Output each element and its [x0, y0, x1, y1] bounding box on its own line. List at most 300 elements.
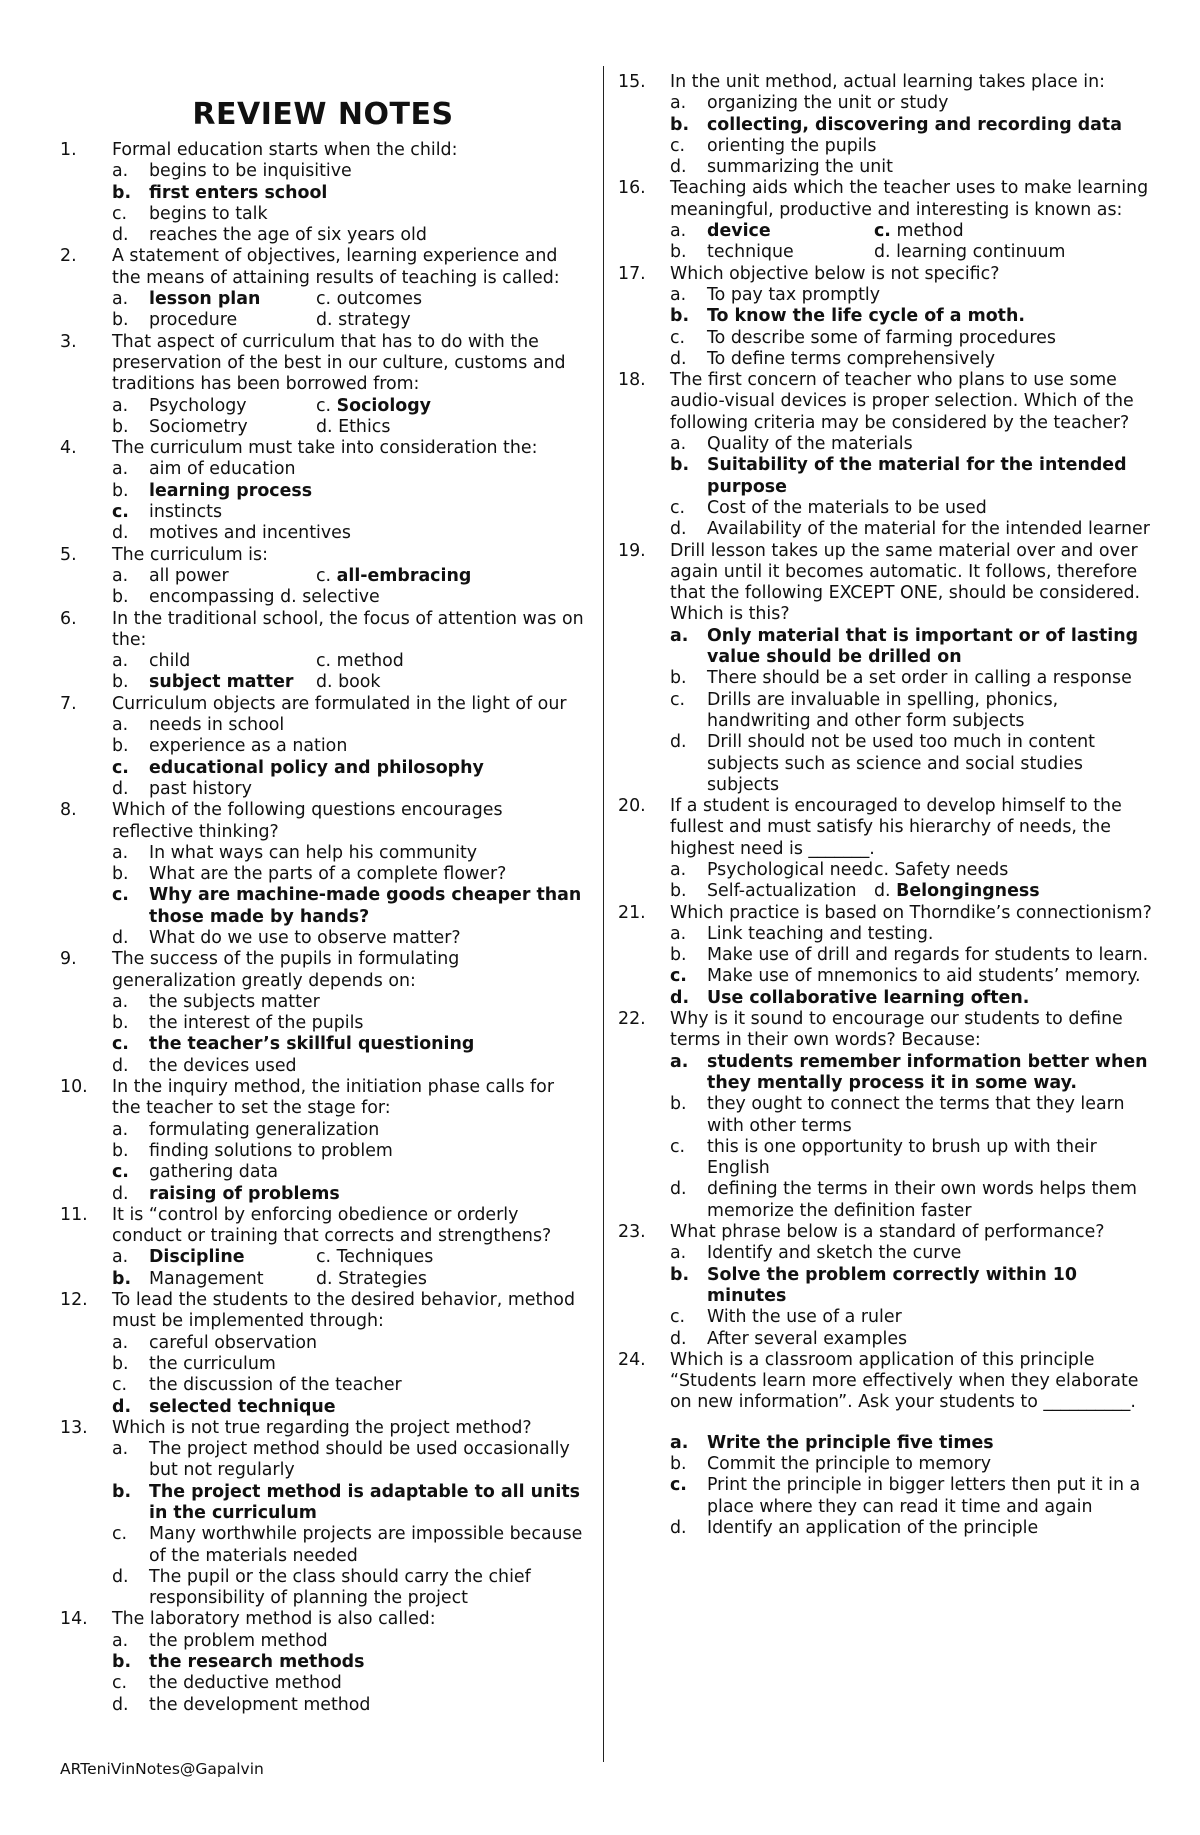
answer-option [112, 1631, 586, 1652]
option-text: the devices used [149, 1055, 297, 1076]
question-text: A statement of objectives, learning experience and the means of attaining results of teaching is called: [112, 246, 560, 288]
options-list [112, 161, 586, 246]
option-text: strategy [338, 310, 411, 331]
option-letter: d. [316, 672, 333, 693]
option-letter: c. [670, 689, 686, 710]
answer-option [670, 242, 874, 263]
options-list [112, 715, 586, 800]
answer-option [874, 221, 1158, 242]
answer-option [670, 1329, 1158, 1350]
answer-option [112, 1482, 586, 1525]
answer-option [112, 289, 316, 310]
option-text: To know the life cycle of a moth. [707, 306, 1025, 327]
answer-option [670, 136, 1158, 157]
answer-option [316, 1269, 586, 1290]
option-text: subject matter [149, 672, 294, 693]
question-item [618, 178, 1158, 263]
option-text: they ought to connect the terms that they learn with other terms [707, 1094, 1125, 1136]
options-list [112, 289, 586, 332]
answer-option [112, 1269, 316, 1290]
question-number: 22. [618, 1009, 646, 1030]
option-letter: d. [670, 732, 687, 753]
option-letter: c. [316, 1247, 332, 1268]
question-number: 24. [618, 1349, 646, 1370]
answer-option [112, 992, 586, 1013]
answer-option [316, 672, 586, 693]
option-text: Identify an application of the principle [707, 1517, 1039, 1538]
question-text: Which is not true regarding the project method? [112, 1417, 532, 1438]
option-letter: b. [112, 1353, 129, 1374]
option-text: the development method [149, 1694, 371, 1715]
option-text: outcomes [336, 289, 423, 310]
answer-option [670, 626, 1158, 669]
option-letter: a. [112, 1119, 129, 1140]
option-letter: b. [670, 881, 687, 902]
options-list [112, 1120, 586, 1205]
question-item [60, 1290, 586, 1418]
answer-option [670, 93, 1158, 114]
question-number: 8. [60, 800, 77, 821]
question-item [618, 1222, 1158, 1350]
option-letter: a. [670, 1243, 687, 1264]
option-text: Only material that is important or of lasting value should be drilled on [707, 625, 1139, 668]
options-list [112, 396, 586, 439]
option-text: Management [149, 1268, 264, 1289]
question-number: 12. [60, 1290, 88, 1311]
option-text: the problem method [149, 1630, 328, 1651]
question-number: 11. [60, 1204, 88, 1225]
question-item [60, 438, 586, 544]
option-text: finding solutions to problem [149, 1140, 393, 1161]
question-text: The curriculum is: [112, 544, 268, 565]
question-item [60, 332, 586, 438]
question-text: That aspect of curriculum that has to do with the preservation of the best in our culture, customs and traditions has been borrowed from: [112, 331, 566, 395]
options-list [670, 221, 1158, 264]
options-list [670, 1052, 1158, 1222]
answer-option [112, 1439, 586, 1482]
answer-option [112, 1333, 586, 1354]
answer-option [670, 1052, 1158, 1095]
option-text: orienting the pupils [707, 135, 877, 156]
option-text: encompassing d. selective [149, 587, 380, 608]
option-text: past history [149, 778, 252, 799]
option-letter: c. [670, 327, 686, 348]
column-divider [603, 66, 604, 1762]
answer-option [670, 498, 1158, 519]
question-number: 18. [618, 370, 646, 391]
answer-option [112, 1141, 586, 1162]
option-text: The pupil or the class should carry the chief responsibility of planning the project [149, 1566, 531, 1609]
question-text: To lead the students to the desired behavior, method must be implemented through: [112, 1290, 575, 1332]
question-item [60, 1077, 586, 1205]
question-number: 19. [618, 540, 646, 561]
question-number: 7. [60, 693, 77, 714]
option-text: formulating generalization [149, 1119, 380, 1140]
option-letter: c. [316, 395, 332, 416]
option-text: device [707, 221, 771, 242]
option-text: learning continuum [896, 242, 1066, 263]
option-text: selected technique [149, 1396, 336, 1417]
option-letter: c. [112, 1524, 128, 1545]
option-letter: a. [112, 651, 129, 672]
option-text: To describe some of farming procedures [707, 327, 1056, 348]
question-text: If a student is encouraged to develop himself to the fullest and must satisfy his hierarchy of needs, the highest need is _______. [670, 796, 1122, 859]
option-letter: b. [670, 668, 687, 689]
question-text: What phrase below is a standard of performance? [670, 1222, 1105, 1243]
question-item [60, 949, 586, 1077]
question-item [60, 545, 586, 609]
answer-option [316, 289, 586, 310]
option-text: instincts [149, 502, 223, 523]
question-number: 5. [60, 544, 77, 565]
answer-option [670, 115, 1158, 136]
right-column [618, 72, 1158, 1539]
answer-option [670, 285, 1158, 306]
option-text: the teacher’s skillful questioning [149, 1034, 475, 1055]
option-letter: c. [316, 289, 332, 310]
option-text: procedure [149, 310, 238, 331]
option-letter: c. [670, 497, 686, 518]
question-item [60, 609, 586, 694]
option-letter: a. [670, 1432, 689, 1453]
option-letter: b. [112, 587, 129, 608]
option-letter: b. [112, 1268, 132, 1289]
answer-option [670, 1454, 1158, 1475]
option-letter: d. [874, 881, 891, 902]
question-number: 20. [618, 796, 646, 817]
answer-option [112, 310, 316, 331]
option-letter: b. [112, 1140, 129, 1161]
option-text: book [338, 672, 381, 693]
answer-option [316, 396, 586, 417]
question-number: 3. [60, 331, 77, 352]
answer-option [112, 1034, 586, 1055]
options-list [670, 93, 1158, 178]
option-text: Strategies [338, 1268, 427, 1289]
option-text: Drill should not be used too much in content subjects such as science and social studies subjects [707, 732, 1095, 795]
answer-option [670, 988, 1158, 1009]
answer-option [112, 1695, 586, 1716]
options-list [112, 651, 586, 694]
option-letter: d. [670, 1179, 687, 1200]
question-text: Formal education starts when the child: [112, 140, 458, 160]
option-text: students remember information better when they mentally process it in some way. [707, 1051, 1148, 1093]
question-number: 13. [60, 1417, 88, 1438]
option-letter: b. [112, 864, 129, 885]
answer-option [316, 310, 586, 331]
answer-option [112, 885, 586, 928]
option-text: To pay tax promptly [707, 284, 881, 305]
option-letter: b. [670, 114, 690, 135]
option-letter: d. [316, 1268, 333, 1289]
answer-option [112, 396, 316, 417]
option-letter: d. [670, 157, 687, 178]
answer-option [670, 1094, 1158, 1137]
question-item [60, 1205, 586, 1290]
answer-option [112, 758, 586, 779]
option-letter: c. [112, 502, 129, 523]
options-list [112, 1333, 586, 1418]
question-text: The curriculum must take into consideration the: [112, 438, 538, 459]
answer-option [670, 1137, 1158, 1180]
question-item [60, 246, 586, 331]
option-letter: b. [670, 945, 687, 966]
options-list [112, 1439, 586, 1609]
answer-option [670, 519, 1158, 540]
option-letter: b. [670, 242, 687, 263]
option-letter: b. [670, 1094, 687, 1115]
option-text: What are the parts of a complete flower? [149, 864, 507, 885]
option-letter: a. [670, 434, 687, 455]
option-text: What do we use to observe matter? [149, 927, 461, 948]
answer-option [670, 1307, 1158, 1328]
question-text: Which practice is based on Thorndike’s connectionism? [670, 902, 1152, 923]
answer-option [112, 736, 586, 757]
option-text: Safety needs [894, 859, 1009, 880]
option-letter: d. [670, 1517, 687, 1538]
option-text: all-embracing [336, 565, 472, 586]
option-text: Make use of mnemonics to aid students’ memory. [707, 966, 1141, 987]
option-text: needs in school [149, 715, 285, 736]
option-text: The project method should be used occasionally but not regularly [149, 1439, 570, 1481]
option-letter: d. [316, 416, 333, 437]
question-text: In the traditional school, the focus of attention was on the: [112, 608, 584, 650]
options-list [112, 992, 586, 1077]
option-text: Commit the principle to memory [707, 1454, 992, 1474]
option-text: Identify and sketch the curve [707, 1243, 962, 1264]
answer-option [112, 587, 586, 608]
question-list-right [618, 72, 1158, 1539]
option-letter: d. [670, 1328, 687, 1349]
answer-option [112, 843, 586, 864]
option-letter: c. [112, 757, 129, 778]
option-text: the deductive method [149, 1673, 342, 1694]
answer-option [112, 1524, 586, 1567]
answer-option [316, 1247, 586, 1268]
answer-option [112, 183, 586, 204]
answer-option [112, 1162, 586, 1183]
answer-option [112, 417, 316, 438]
option-text: educational policy and philosophy [149, 757, 484, 778]
option-text: collecting, discovering and recording data [707, 114, 1122, 135]
option-text: Sociology [336, 395, 432, 416]
option-text: Psychological need [707, 859, 874, 880]
option-text: Quality of the materials [707, 434, 913, 455]
question-text: The first concern of teacher who plans to use some audio-visual devices is proper selection. Which of the following criteria may be considered by the teacher? [670, 370, 1134, 433]
option-letter: d. [316, 310, 333, 331]
answer-option [112, 502, 586, 523]
answer-option [112, 1375, 586, 1396]
option-letter: d. [112, 778, 129, 799]
question-item [618, 264, 1158, 370]
option-letter: c. [874, 221, 891, 242]
answer-option [112, 523, 586, 544]
answer-option [112, 1184, 586, 1205]
question-number: 23. [618, 1222, 646, 1243]
option-text: child [149, 651, 191, 672]
question-text: Which is a classroom application of this principle “Students learn more effectively when they elaborate on new information”. Ask your students to __________. [670, 1349, 1139, 1413]
option-letter: a. [670, 859, 687, 880]
question-text: Which of the following questions encourages reflective thinking? [112, 800, 503, 842]
question-text: Why is it sound to encourage our students to define terms in their own words? Because: [670, 1009, 1123, 1051]
answer-option [112, 864, 586, 885]
question-item [60, 694, 586, 800]
question-item [60, 800, 586, 949]
option-text: this is one opportunity to brush up with their English [707, 1136, 1097, 1179]
option-letter: b. [112, 1013, 129, 1034]
option-text: the research methods [149, 1652, 365, 1673]
option-letter: b. [670, 1454, 687, 1474]
answer-option [112, 1673, 586, 1694]
option-letter: d. [112, 1055, 129, 1076]
answer-option [874, 881, 1158, 902]
options-list [112, 1631, 586, 1716]
option-letter: d. [670, 987, 690, 1008]
options-list [112, 459, 586, 544]
answer-option [112, 928, 586, 949]
question-text: In the inquiry method, the initiation phase calls for the teacher to set the stage for: [112, 1077, 554, 1119]
answer-option [112, 225, 586, 246]
option-text: the discussion of the teacher [149, 1375, 402, 1396]
option-text: Use collaborative learning often. [707, 987, 1030, 1008]
option-letter: a. [112, 1630, 129, 1651]
answer-option [670, 328, 1158, 349]
option-letter: b. [112, 310, 129, 331]
answer-option [670, 945, 1158, 966]
option-text: first enters school [149, 182, 328, 203]
option-letter: d. [112, 523, 129, 544]
options-list [670, 924, 1158, 1009]
option-letter: b. [112, 672, 129, 693]
option-letter: a. [112, 842, 129, 863]
question-item [618, 1350, 1158, 1539]
option-letter: c. [112, 885, 129, 906]
question-item [618, 370, 1158, 540]
option-text: Availability of the material for the intended learner [707, 519, 1150, 540]
option-letter: c. [112, 1162, 129, 1183]
answer-option [112, 715, 586, 736]
option-letter: c. [316, 651, 332, 672]
answer-option [670, 1475, 1158, 1518]
answer-option [112, 779, 586, 800]
option-letter: b. [112, 1481, 132, 1502]
option-letter: c. [670, 135, 686, 156]
options-list [670, 434, 1158, 540]
option-text: reaches the age of six years old [149, 225, 427, 246]
option-letter: b. [112, 480, 129, 501]
option-letter: a. [670, 625, 689, 646]
page-title: REVIEW NOTES [192, 97, 454, 132]
option-text: raising of problems [149, 1183, 340, 1204]
option-letter: d. [112, 1694, 129, 1715]
answer-option [670, 966, 1158, 987]
answer-option [670, 221, 874, 242]
answer-option [112, 672, 316, 693]
option-letter: d. [112, 1566, 129, 1587]
question-number: 21. [618, 902, 646, 923]
answer-option [316, 651, 586, 672]
option-letter: d. [112, 927, 129, 948]
answer-option [670, 349, 1158, 370]
answer-option [670, 1433, 1158, 1454]
answer-option [670, 690, 1158, 733]
option-letter: c. [874, 859, 890, 880]
option-letter: a. [670, 284, 687, 305]
option-text: careful observation [149, 1332, 318, 1353]
option-letter: c. [670, 1136, 686, 1157]
question-number: 15. [618, 72, 646, 92]
answer-option [112, 481, 586, 502]
option-text: In what ways can help his community [149, 842, 478, 863]
question-item [618, 1009, 1158, 1222]
option-letter: a. [670, 221, 687, 242]
option-text: technique [707, 242, 794, 263]
options-list [112, 1247, 586, 1290]
option-letter: b. [670, 1264, 690, 1285]
option-letter: a. [112, 565, 129, 586]
options-list [670, 285, 1158, 370]
answer-option [316, 417, 586, 438]
option-letter: a. [670, 923, 687, 944]
answer-option [670, 668, 1158, 689]
option-letter: c. [670, 966, 687, 987]
option-text: experience as a nation [149, 736, 348, 757]
option-letter: b. [670, 306, 690, 327]
question-text: It is “control by enforcing obedience or orderly conduct or training that corrects and strengthens? [112, 1204, 552, 1247]
option-text: summarizing the unit [707, 157, 893, 178]
answer-option [670, 1243, 1158, 1264]
option-letter: a. [112, 289, 129, 310]
option-letter: d. [112, 1396, 132, 1417]
option-letter: a. [670, 93, 687, 114]
option-letter: c. [112, 1034, 129, 1055]
option-letter: c. [316, 565, 332, 586]
option-text: Drills are invaluable in spelling, phonics, handwriting and other form subjects [707, 689, 1059, 731]
options-list [670, 1243, 1158, 1349]
answer-option [670, 924, 1158, 945]
left-column [60, 68, 586, 1716]
option-letter: c. [112, 1673, 128, 1694]
option-text: Many worthwhile projects are impossible because of the materials needed [149, 1524, 583, 1566]
option-text: all power [149, 565, 229, 586]
option-text: Discipline [149, 1247, 245, 1268]
question-item [618, 903, 1158, 1009]
question-item [618, 796, 1158, 902]
question-number: 6. [60, 608, 77, 629]
option-text: the interest of the pupils [149, 1013, 364, 1034]
question-text: Curriculum objects are formulated in the light of our [112, 693, 567, 714]
question-number: 1. [60, 140, 77, 160]
answer-option [670, 157, 1158, 178]
answer-option [112, 204, 586, 225]
question-item [60, 1609, 586, 1715]
option-letter: d. [112, 225, 129, 246]
answer-option [874, 242, 1158, 263]
answer-option [112, 1120, 586, 1141]
answer-option [112, 1247, 316, 1268]
answer-option [112, 651, 316, 672]
option-text: With the use of a ruler [707, 1307, 902, 1328]
option-text: method [896, 221, 964, 242]
option-text: aim of education [149, 459, 296, 480]
option-letter: b. [112, 736, 129, 757]
question-number: 17. [618, 263, 646, 284]
option-text: motives and incentives [149, 523, 351, 544]
answer-option [670, 860, 874, 881]
answer-option [112, 1056, 586, 1077]
option-text: The project method is adaptable to all units in the curriculum [149, 1481, 581, 1523]
option-text: the curriculum [149, 1353, 276, 1374]
